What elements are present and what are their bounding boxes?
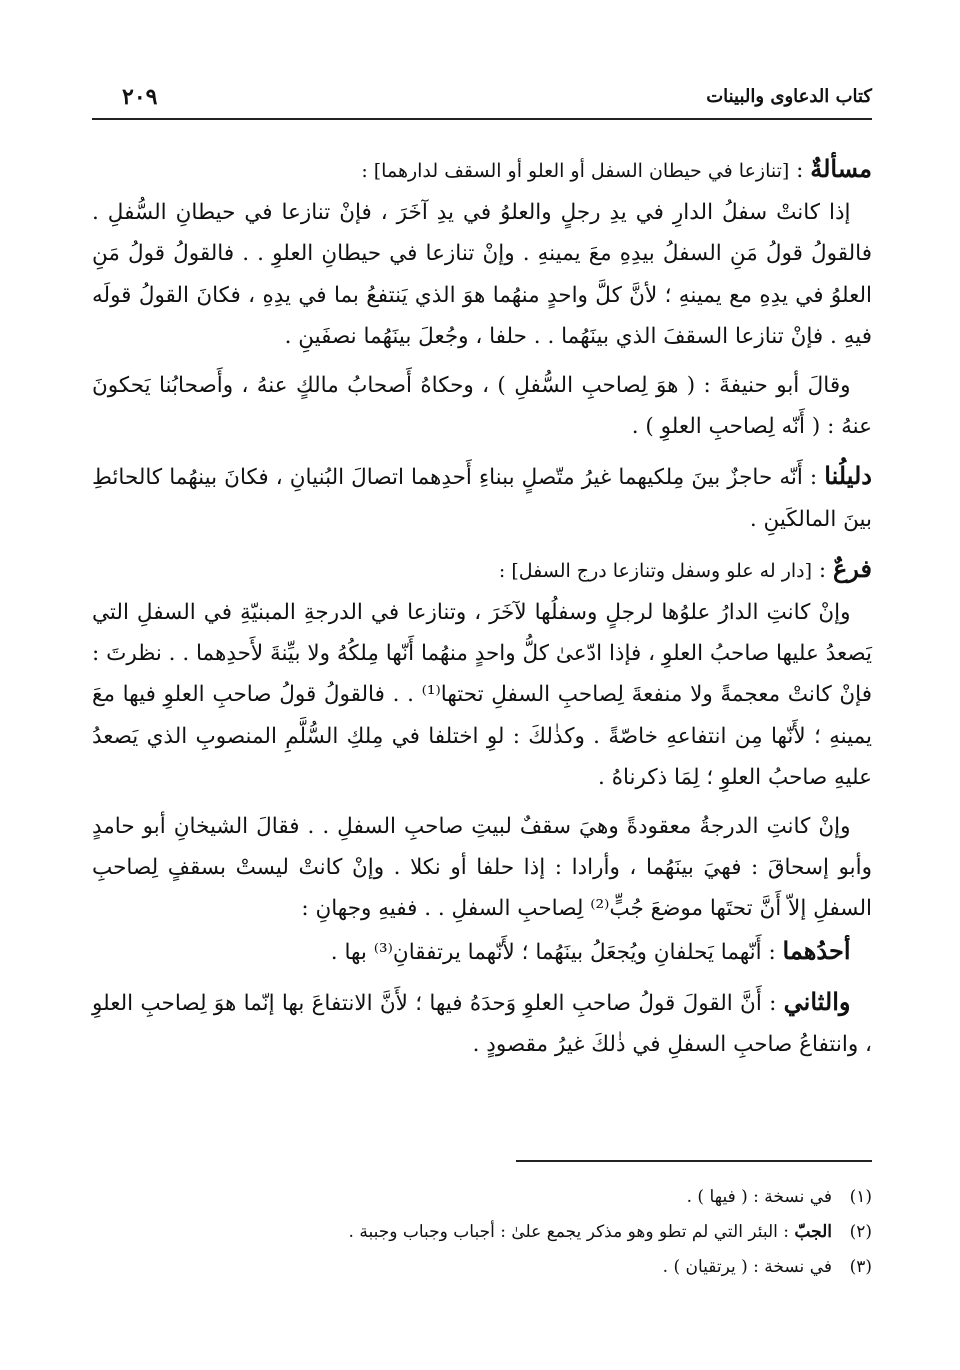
footnote: (٢) الجبّ : البئر التي لم تطو وهو مذكر يجمع علىٰ : أجباب وجباب وجببة . bbox=[348, 1222, 872, 1242]
branch-heading: فرعٌ : [دار له علو وسفل وتنازعا درج السفل] : bbox=[498, 553, 872, 583]
header-rule bbox=[92, 118, 872, 120]
page-header bbox=[92, 70, 872, 114]
footnote: (١) في نسخة : ( فيها ) . bbox=[686, 1187, 872, 1207]
issue-heading: مسألةٌ : [تنازعا في حيطان السفل أو العلو أو السقف لدارهما] : bbox=[361, 154, 872, 183]
main-text bbox=[92, 148, 872, 1065]
page-number: ٢٠٩ bbox=[122, 84, 158, 110]
paragraph: وقالَ أبو حنيفةَ : ( هوَ لِصاحبِ السُّفلِ ) ، وحكاهُ أَصحابُ مالكٍ عنهُ ، وأَصحابُنا يَحكونَ عنهُ : ( أَنّه لِصاحبِ العلوِ ) . bbox=[92, 373, 872, 440]
opinion-second: والثاني : أَنَّ القولَ قولُ صاحبِ العلوِ وَحدَهُ فيها ؛ لأَنَّ الانتفاعَ بها إنّما هوَ لِصاحبِ العلوِ ، وانتفاعُ صاحبِ السفلِ في ذٰلكَ غيرُ مقصودٍ . bbox=[92, 986, 872, 1058]
paragraph: وإنْ كانتِ الدرجةُ معقودةً وهيَ سقفٌ لبيتِ صاحبِ السفلِ . . فقالَ الشيخانِ أبو حامدٍ وأبو إسحاقَ : فهيَ بينَهُما ، وأرادا : إذا حلفا أو نكلا . وإنْ كانتْ ليستْ بسقفٍ لِصاحبِ السفلِ إلاّ أَنَّ تحتَها موضعَ جُبٍّ⁽²⁾ لِصاحبِ السفلِ . . ففيهِ وجهانِ : bbox=[92, 814, 872, 922]
paragraph: وإنْ كانتِ الدارُ علوُها لرجلٍ وسفلُها لآخَرَ ، وتنازعا في الدرجةِ المبنيّةِ في السفلِ التي يَصعدُ عليها صاحبُ العلوِ ، فإذا ادّعىٰ كلُّ واحدٍ منهُما أَنّها مِلكُهُ ولا بيِّنةَ لأَحدِهما . . نظرتَ : فإنْ كانتْ معجمةً ولا منفعةَ لِصاحبِ السفلِ تحتها⁽¹⁾ . . فالقولُ قولُ صاحبِ العلوِ فيها معَ يمينهِ ؛ لأَنّها مِن انتفاعهِ خاصّةً . وكذٰلكَ : لوِ اختلفا في مِلكِ السُّلَّمِ المنصوبِ الذي يَصعدُ عليهِ صاحبُ العلوِ ؛ لِمَا ذكرناهُ . bbox=[92, 600, 872, 790]
book-page bbox=[92, 70, 872, 1277]
evidence-paragraph: دليلُنا : أَنّه حاجزٌ بينَ مِلكيهما غيرُ متّصلٍ ببناءِ أَحدِهما اتصالَ البُنيانِ ، فكانَ بينهُما كالحائطِ بينَ المالكَينِ . bbox=[92, 461, 872, 532]
paragraph: إذا كانتْ سفلُ الدارِ في يدِ رجلٍ والعلوُ في يدِ آخَرَ ، فإنْ تنازعا في حيطانِ السُّفلِ . فالقولُ قولُ مَنِ السفلُ بيدِهِ معَ يمينهِ . وإنْ تنازعا في حيطانِ العلوِ . . فالقولُ قولُ مَنِ العلوُ في يدِهِ مع يمينهِ ؛ لأنَّ كلَّ واحدٍ منهُما هوَ الذي يَنتفعُ بما في يدِهِ ، فكانَ القولُ قولَه فيهِ . فإنْ تنازعا السقفَ الذي بينَهُما . . حلفا ، وجُعلَ بينَهُما نصفَينِ . bbox=[92, 200, 872, 349]
footnotes bbox=[92, 1180, 872, 1285]
footnote: (٣) في نسخة : ( يرتقيان ) . bbox=[662, 1257, 872, 1277]
running-title: كتاب الدعاوى والبينات bbox=[706, 86, 872, 107]
footnote-rule bbox=[516, 1160, 872, 1162]
opinion-first: أحدُهما : أَنّهما يَحلفانِ ويُجعَلُ بينَهُما ؛ لأَنّهما يرتفقانِ⁽³⁾ بها . bbox=[330, 935, 851, 965]
